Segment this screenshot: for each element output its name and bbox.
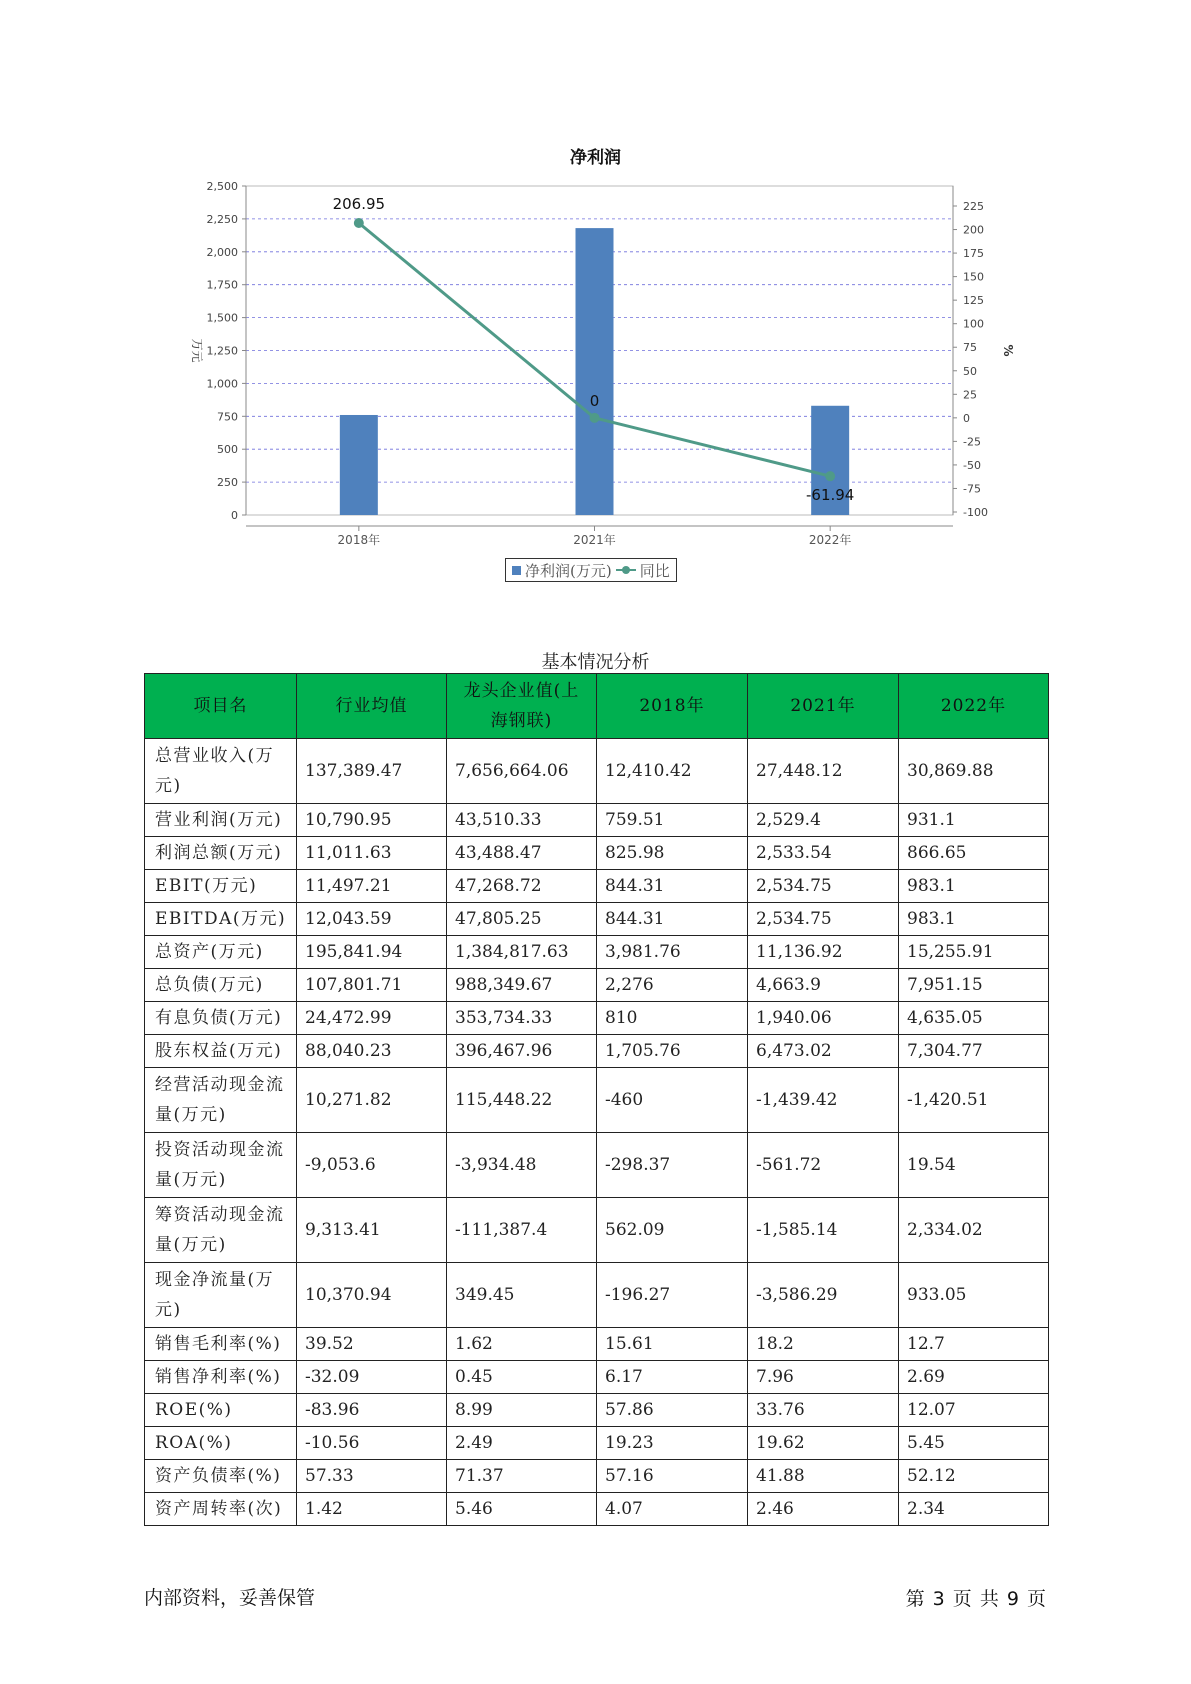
header-2022: 2022年 <box>899 674 1049 739</box>
table-cell: 0.45 <box>447 1361 597 1394</box>
row-label: EBIT(万元) <box>145 870 297 903</box>
table-cell: -9,053.6 <box>297 1133 447 1198</box>
y-tick-label: 2,250 <box>206 212 238 226</box>
net-profit-chart <box>0 0 1191 600</box>
x-tick-label: 2018年 <box>337 533 381 547</box>
table-cell: 4.07 <box>597 1493 748 1526</box>
y-axis-title: 万元 <box>190 338 204 363</box>
table-row <box>145 1493 1049 1526</box>
header-leader-value: 龙头企业值(上海钢联) <box>447 674 597 739</box>
table-cell: 4,635.05 <box>899 1002 1049 1035</box>
legend-bar-label: 净利润(万元) <box>525 561 612 580</box>
table-cell: 3,981.76 <box>597 936 748 969</box>
table-cell: 1,705.76 <box>597 1035 748 1068</box>
y-right-tick-label: 150 <box>963 270 984 284</box>
row-label: ROA(%) <box>145 1427 297 1460</box>
table-cell: 88,040.23 <box>297 1035 447 1068</box>
table-cell: 15.61 <box>597 1328 748 1361</box>
table-row <box>145 1263 1049 1328</box>
table-cell: -3,934.48 <box>447 1133 597 1198</box>
table-cell: -561.72 <box>748 1133 899 1198</box>
table-cell: 4,663.9 <box>748 969 899 1002</box>
row-label: 资产周转率(次) <box>145 1493 297 1526</box>
header-2021: 2021年 <box>748 674 899 739</box>
row-label: 总资产(万元) <box>145 936 297 969</box>
table-cell: 396,467.96 <box>447 1035 597 1068</box>
y-right-tick-label: 100 <box>963 317 984 331</box>
y-right-tick-label: 25 <box>963 388 977 402</box>
table-cell: 2,533.54 <box>748 837 899 870</box>
table-row <box>145 1035 1049 1068</box>
table-row <box>145 837 1049 870</box>
table-cell: -1,439.42 <box>748 1068 899 1133</box>
table-row <box>145 903 1049 936</box>
table-cell: 2,529.4 <box>748 804 899 837</box>
table-cell: 1.42 <box>297 1493 447 1526</box>
header-item-name: 项目名 <box>145 674 297 739</box>
row-label: EBITDA(万元) <box>145 903 297 936</box>
y-tick-label: 750 <box>217 410 238 424</box>
table-cell: 12.07 <box>899 1394 1049 1427</box>
yoy-point <box>354 218 364 228</box>
table-cell: 57.86 <box>597 1394 748 1427</box>
table-cell: 137,389.47 <box>297 739 447 804</box>
table-cell: 2,534.75 <box>748 903 899 936</box>
footer-page-number: 第 3 页 共 9 页 <box>905 1588 1047 1610</box>
table-row <box>145 1460 1049 1493</box>
table-cell: 57.16 <box>597 1460 748 1493</box>
table-cell: 6,473.02 <box>748 1035 899 1068</box>
table-cell: 15,255.91 <box>899 936 1049 969</box>
row-label: 总负债(万元) <box>145 969 297 1002</box>
row-label: ROE(%) <box>145 1394 297 1427</box>
row-label: 现金净流量(万元) <box>145 1263 297 1328</box>
table-cell: 825.98 <box>597 837 748 870</box>
table-cell: 931.1 <box>899 804 1049 837</box>
table-cell: 983.1 <box>899 903 1049 936</box>
table-cell: 11,497.21 <box>297 870 447 903</box>
table-caption: 基本情况分析 <box>541 652 650 673</box>
table-cell: 115,448.22 <box>447 1068 597 1133</box>
y-right-tick-label: 50 <box>963 364 977 378</box>
table-cell: 195,841.94 <box>297 936 447 969</box>
y-tick-label: 1,750 <box>206 278 238 292</box>
table-cell: -3,586.29 <box>748 1263 899 1328</box>
table-row <box>145 969 1049 1002</box>
table-cell: -32.09 <box>297 1361 447 1394</box>
table-cell: 7,656,664.06 <box>447 739 597 804</box>
row-label: 资产负债率(%) <box>145 1460 297 1493</box>
table-cell: 19.54 <box>899 1133 1049 1198</box>
chart-title: 净利润 <box>570 148 621 168</box>
row-label: 总营业收入(万元) <box>145 739 297 804</box>
table-cell: 983.1 <box>899 870 1049 903</box>
footer-confidential-note: 内部资料，妥善保管 <box>144 1587 316 1609</box>
table-header-row <box>145 674 1049 739</box>
table-cell: 10,370.94 <box>297 1263 447 1328</box>
table-row <box>145 1068 1049 1133</box>
table-cell: 6.17 <box>597 1361 748 1394</box>
y-right-tick-label: -100 <box>963 506 988 519</box>
table-cell: 33.76 <box>748 1394 899 1427</box>
table-cell: 5.45 <box>899 1427 1049 1460</box>
x-tick-label: 2021年 <box>573 533 616 547</box>
y-right-tick-label: 125 <box>963 294 984 308</box>
table-cell: 11,011.63 <box>297 837 447 870</box>
table-cell: 30,869.88 <box>899 739 1049 804</box>
row-label: 有息负债(万元) <box>145 1002 297 1035</box>
table-cell: 866.65 <box>899 837 1049 870</box>
table-cell: -10.56 <box>297 1427 447 1460</box>
table-cell: 2.46 <box>748 1493 899 1526</box>
row-label: 销售毛利率(%) <box>145 1328 297 1361</box>
table-cell: 2,534.75 <box>748 870 899 903</box>
legend-line-swatch <box>616 565 636 575</box>
table-cell: 1,940.06 <box>748 1002 899 1035</box>
y-right-tick-label: 200 <box>963 223 984 237</box>
table-cell: 41.88 <box>748 1460 899 1493</box>
row-label: 筹资活动现金流量(万元) <box>145 1198 297 1263</box>
table-cell: 2.34 <box>899 1493 1049 1526</box>
table-row <box>145 1198 1049 1263</box>
table-cell: 43,488.47 <box>447 837 597 870</box>
table-cell: 810 <box>597 1002 748 1035</box>
data-label: 206.95 <box>332 194 386 213</box>
y-tick-label: 1,250 <box>206 344 238 358</box>
y-tick-label: 1,000 <box>206 377 238 391</box>
header-industry-avg: 行业均值 <box>297 674 447 739</box>
table-cell: 12.7 <box>899 1328 1049 1361</box>
table-row <box>145 1361 1049 1394</box>
y-tick-label: 250 <box>217 476 238 490</box>
table-cell: 353,734.33 <box>447 1002 597 1035</box>
row-label: 营业利润(万元) <box>145 804 297 837</box>
table-row <box>145 936 1049 969</box>
legend-bar-swatch <box>512 566 521 575</box>
row-label: 经营活动现金流量(万元) <box>145 1068 297 1133</box>
table-row <box>145 1133 1049 1198</box>
y-right-tick-label: 0 <box>963 411 970 425</box>
table-cell: 18.2 <box>748 1328 899 1361</box>
table-cell: 10,790.95 <box>297 804 447 837</box>
table-cell: 8.99 <box>447 1394 597 1427</box>
table-row <box>145 870 1049 903</box>
y-tick-label: 2,000 <box>206 245 238 259</box>
table-cell: 11,136.92 <box>748 936 899 969</box>
table-cell: 2,276 <box>597 969 748 1002</box>
table-cell: 988,349.67 <box>447 969 597 1002</box>
y-right-tick-label: -50 <box>963 458 981 472</box>
table-row <box>145 739 1049 804</box>
table-cell: 349.45 <box>447 1263 597 1328</box>
y-tick-label: 2,500 <box>206 180 238 193</box>
table-cell: -1,420.51 <box>899 1068 1049 1133</box>
table-cell: 7,951.15 <box>899 969 1049 1002</box>
table-cell: 7.96 <box>748 1361 899 1394</box>
table-cell: 9,313.41 <box>297 1198 447 1263</box>
table-cell: 57.33 <box>297 1460 447 1493</box>
x-tick-label: 2022年 <box>808 533 852 547</box>
table-cell: -83.96 <box>297 1394 447 1427</box>
y-right-tick-label: -25 <box>963 435 981 449</box>
table-row <box>145 1328 1049 1361</box>
table-cell: -1,585.14 <box>748 1198 899 1263</box>
table-row <box>145 1394 1049 1427</box>
table-cell: 107,801.71 <box>297 969 447 1002</box>
table-cell: 24,472.99 <box>297 1002 447 1035</box>
table-cell: 759.51 <box>597 804 748 837</box>
table-cell: 2.49 <box>447 1427 597 1460</box>
y-right-tick-label: 175 <box>963 247 984 261</box>
row-label: 股东权益(万元) <box>145 1035 297 1068</box>
table-cell: 52.12 <box>899 1460 1049 1493</box>
data-label: -61.94 <box>805 486 855 505</box>
table-cell: 39.52 <box>297 1328 447 1361</box>
table-cell: 19.23 <box>597 1427 748 1460</box>
table-cell: -196.27 <box>597 1263 748 1328</box>
table-cell: -298.37 <box>597 1133 748 1198</box>
bar-2021年 <box>576 228 614 515</box>
table-cell: 12,410.42 <box>597 739 748 804</box>
bar-2018年 <box>340 415 378 515</box>
table-cell: 19.62 <box>748 1427 899 1460</box>
yoy-point <box>825 471 835 481</box>
table-cell: 844.31 <box>597 903 748 936</box>
basic-analysis-table <box>144 673 1049 1526</box>
y-right-tick-label: 75 <box>963 341 977 355</box>
table-cell: 844.31 <box>597 870 748 903</box>
y-tick-label: 0 <box>231 509 238 522</box>
table-cell: 10,271.82 <box>297 1068 447 1133</box>
table-cell: -460 <box>597 1068 748 1133</box>
table-cell: 2,334.02 <box>899 1198 1049 1263</box>
table-cell: 43,510.33 <box>447 804 597 837</box>
table-cell: 1,384,817.63 <box>447 936 597 969</box>
table-cell: 12,043.59 <box>297 903 447 936</box>
yoy-point <box>590 413 600 423</box>
table-row <box>145 804 1049 837</box>
row-label: 利润总额(万元) <box>145 837 297 870</box>
header-2018: 2018年 <box>597 674 748 739</box>
table-cell: 27,448.12 <box>748 739 899 804</box>
y-tick-label: 500 <box>217 443 238 457</box>
table-cell: 2.69 <box>899 1361 1049 1394</box>
data-label: 0 <box>589 391 600 410</box>
chart-legend <box>505 558 677 582</box>
table-row <box>145 1427 1049 1460</box>
table-cell: 1.62 <box>447 1328 597 1361</box>
table-cell: 562.09 <box>597 1198 748 1263</box>
table-cell: 47,805.25 <box>447 903 597 936</box>
y-tick-label: 1,500 <box>206 311 238 325</box>
table-cell: 7,304.77 <box>899 1035 1049 1068</box>
table-cell: 5.46 <box>447 1493 597 1526</box>
y-right-tick-label: -75 <box>963 482 981 496</box>
table-row <box>145 1002 1049 1035</box>
row-label: 投资活动现金流量(万元) <box>145 1133 297 1198</box>
table-cell: -111,387.4 <box>447 1198 597 1263</box>
table-cell: 47,268.72 <box>447 870 597 903</box>
y-right-tick-label: 225 <box>963 200 984 213</box>
legend-line-label: 同比 <box>639 561 670 580</box>
table-cell: 933.05 <box>899 1263 1049 1328</box>
y-axis-right-title: % <box>1001 344 1015 357</box>
row-label: 销售净利率(%) <box>145 1361 297 1394</box>
table-cell: 71.37 <box>447 1460 597 1493</box>
